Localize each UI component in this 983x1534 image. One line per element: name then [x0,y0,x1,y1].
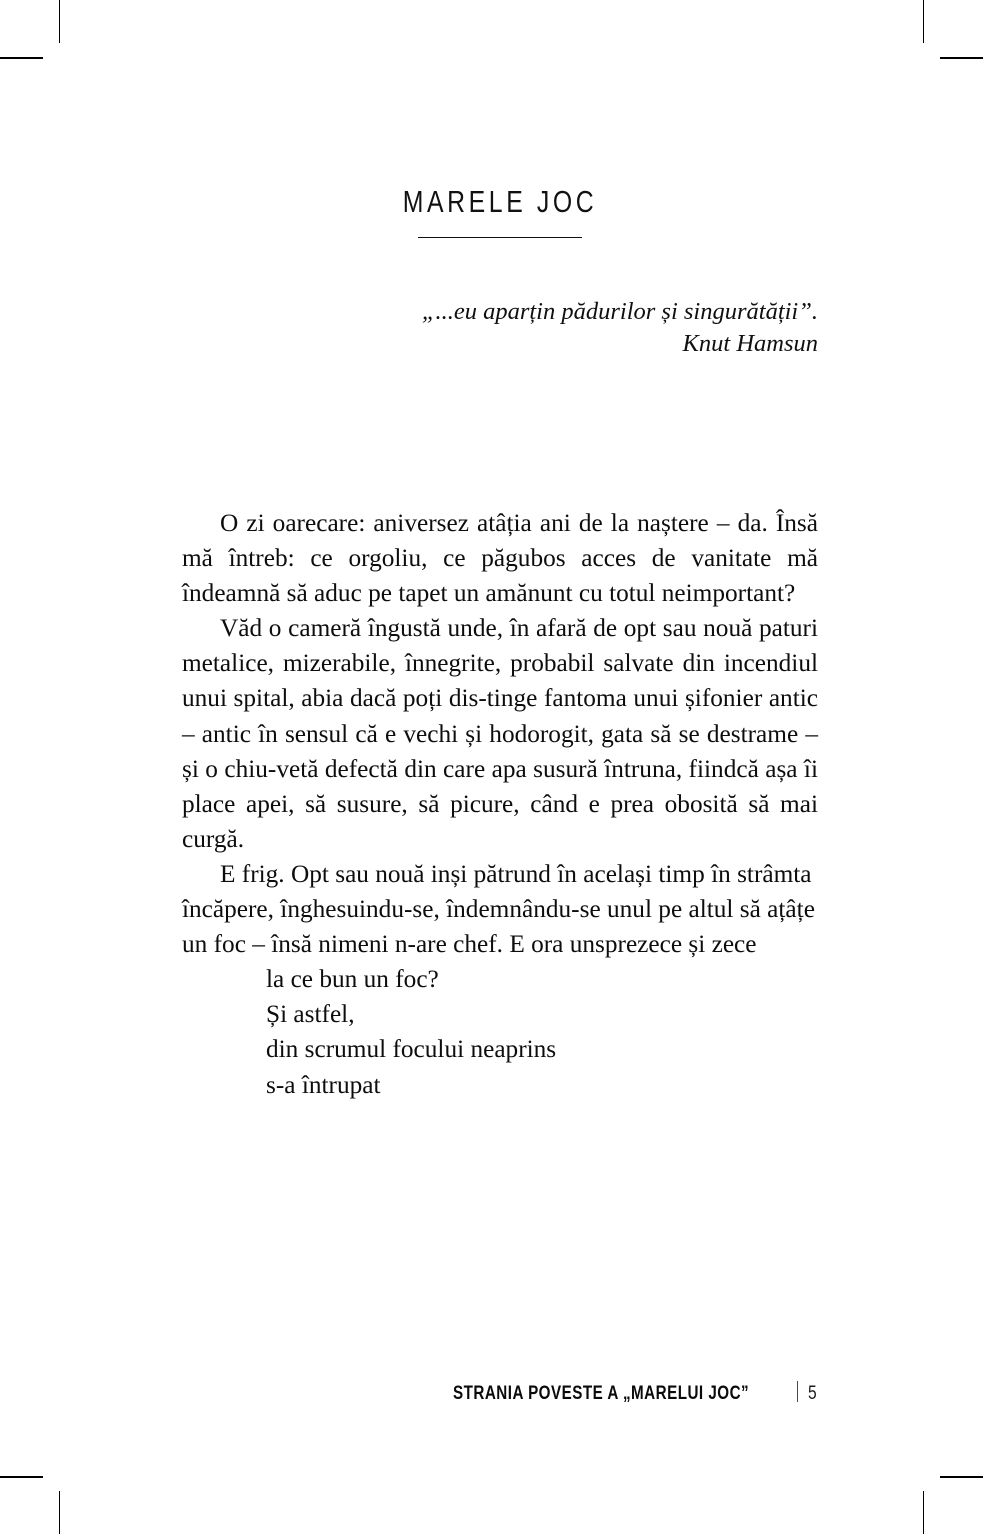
verse-line: la ce bun un foc? [266,965,439,994]
chapter-title-rule [418,237,582,239]
epigraph-source: Knut Hamsun [682,330,818,358]
crop-mark-top-left-vertical [59,0,61,43]
crop-mark-top-left-horizontal [0,57,43,59]
crop-mark-bottom-left-horizontal [0,1476,43,1478]
page-footer [182,1378,818,1405]
crop-mark-bottom-right-horizontal [940,1476,983,1478]
crop-mark-bottom-right-vertical [923,1491,925,1534]
page-number: 5 [808,1383,818,1404]
body-paragraph: Văd o cameră îngustă unde, în afară de opt sau nouă paturi metalice, mizerabile, înnegrite, probabil salvate din incendiul unui spital, abia dacă poți dis-tinge fantoma unui șifonier antic – antic în sensul că e vechi și hodorogit, gata să se destrame – și o chiu-vetă defectă din care apa susură întruna, fiindcă așa îi place apei, să susure, să picure, când e prea obosită să mai curgă. [182,614,818,853]
body-text [182,506,818,1103]
verse-line: s-a întrupat [266,1070,381,1099]
body-paragraph: E frig. Opt sau nouă inși pătrund în același timp în strâmta încăpere, înghesuindu-se, îndemnându-se unul pe altul să ațâțe un foc – însă nimeni n-are chef. E ora unsprezece și zece [182,859,815,959]
chapter-title: MARELE JOC [402,184,598,219]
chapter-heading [182,186,818,238]
footer-running-title: STRANIA POVESTE A „MARELUI JOC” [452,1383,750,1404]
verse-line: din scrumul focului neaprins [266,1035,557,1064]
epigraph [182,296,818,361]
epigraph-quote: „...eu aparțin pădurilor și singurătății”. [421,298,818,325]
crop-mark-bottom-left-vertical [59,1491,61,1534]
verse-block [182,962,818,1102]
body-paragraph: O zi oarecare: aniversez atâția ani de la naștere – da. Însă mă întreb: ce orgoliu, ce păgubos acces de vanitate mă îndeamnă să aduc pe tapet un amănunt cu totul neimportant? [182,509,818,608]
crop-mark-top-right-horizontal [940,57,983,59]
crop-mark-top-right-vertical [923,0,925,43]
footer-separator [797,1381,798,1402]
verse-line: Și astfel, [266,1000,355,1029]
